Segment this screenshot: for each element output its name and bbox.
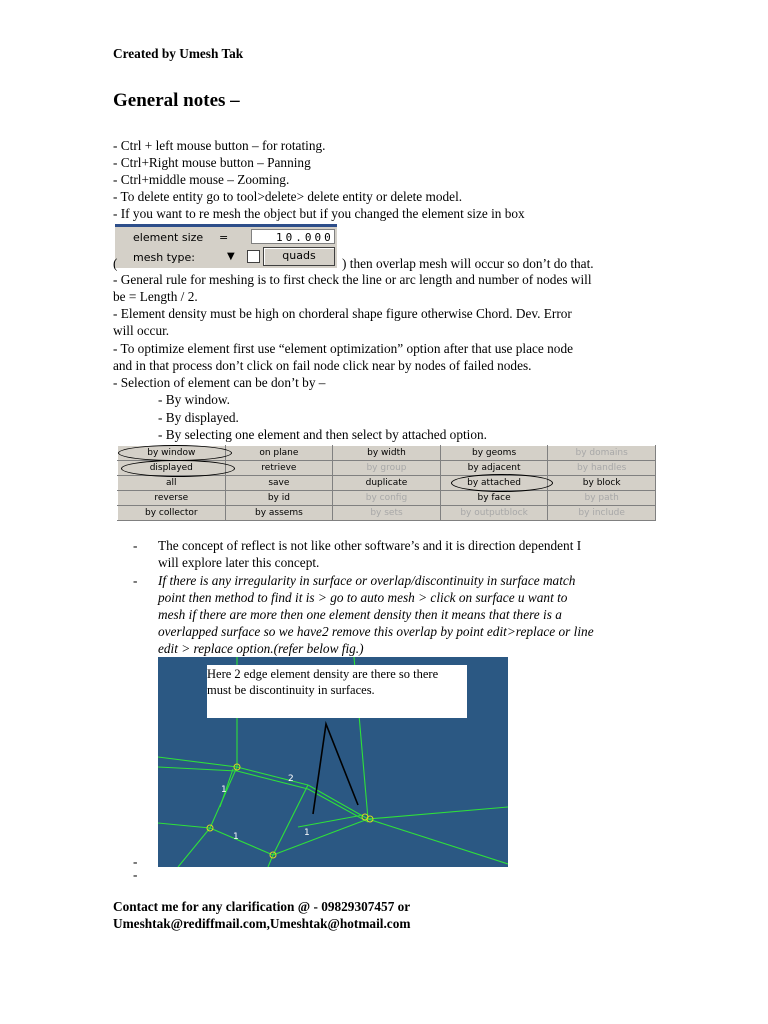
note-line: will occur. xyxy=(113,323,170,338)
by-include-button[interactable]: by include xyxy=(548,506,656,521)
bullet-dash: - xyxy=(133,573,138,588)
note-line: - Ctrl+Right mouse button – Panning xyxy=(113,155,311,170)
empty-bullet: - xyxy=(133,867,138,882)
by-path-button[interactable]: by path xyxy=(548,491,656,506)
empty-bullet: - xyxy=(133,854,138,869)
by-group-button[interactable]: by group xyxy=(333,461,441,476)
highlight-oval xyxy=(451,474,553,492)
bullet-dash: - xyxy=(133,538,138,553)
density-label: 1 xyxy=(221,785,227,795)
table-row xyxy=(118,506,656,521)
by-domains-button[interactable]: by domains xyxy=(548,446,656,461)
element-size-input[interactable]: 10.000 xyxy=(251,229,335,244)
by-width-button[interactable]: by width xyxy=(333,446,441,461)
mesh-type-label: mesh type: xyxy=(133,251,195,264)
selection-method: - By window. xyxy=(158,392,230,407)
irregularity-note-line: mesh if there are more then one element density then it means that there is a xyxy=(158,607,562,622)
contact-line: Umeshtak@rediffmail.com,Umeshtak@hotmail.com xyxy=(113,916,411,931)
figure-annotation xyxy=(207,665,467,718)
table-row xyxy=(118,476,656,491)
density-label: 1 xyxy=(304,828,310,838)
mesh-type-checkbox[interactable] xyxy=(247,250,260,263)
by-face-button[interactable]: by face xyxy=(440,491,548,506)
by-assems-button[interactable]: by assems xyxy=(225,506,333,521)
highlight-oval xyxy=(118,445,232,461)
note-line: - Ctrl + left mouse button – for rotating. xyxy=(113,138,326,153)
highlight-oval xyxy=(121,460,235,477)
by-handles-button[interactable]: by handles xyxy=(548,461,656,476)
table-row xyxy=(118,491,656,506)
author-header: Created by Umesh Tak xyxy=(113,46,244,61)
irregularity-note-line: point then method to find it is > go to auto mesh > click on surface u want to xyxy=(158,590,568,605)
by-config-button[interactable]: by config xyxy=(333,491,441,506)
irregularity-note-line: If there is any irregularity in surface or overlap/discontinuity in surface match xyxy=(158,573,576,588)
reflect-note-line: The concept of reflect is not like other software’s and it is direction dependent I xyxy=(158,538,582,553)
element-size-label: element size xyxy=(133,231,204,244)
note-line: - General rule for meshing is to first check the line or arc length and number of nodes will xyxy=(113,272,592,287)
open-paren: ( xyxy=(113,256,118,271)
mesh-type-button[interactable]: quads xyxy=(263,247,335,266)
displayed-button[interactable]: displayed xyxy=(118,461,226,476)
by-attached-button[interactable]: by attached xyxy=(440,476,548,491)
density-label: 1 xyxy=(233,832,239,842)
by-sets-button[interactable]: by sets xyxy=(333,506,441,521)
all-button[interactable]: all xyxy=(118,476,226,491)
by-block-button[interactable]: by block xyxy=(548,476,656,491)
overlap-warning: ) then overlap mesh will occur so don’t do that. xyxy=(342,256,594,271)
save-button[interactable]: save xyxy=(225,476,333,491)
by-outputblock-button[interactable]: by outputblock xyxy=(440,506,548,521)
irregularity-note-line: overlapped surface so we have2 remove this overlap by point edit>replace or line xyxy=(158,624,594,639)
note-line: - To delete entity go to tool>delete> delete entity or delete model. xyxy=(113,189,463,204)
contact-line: Contact me for any clarification @ - 09829307457 or xyxy=(113,899,411,914)
by-adjacent-button[interactable]: by adjacent xyxy=(440,461,548,476)
note-line: be = Length / 2. xyxy=(113,289,198,304)
note-line: - Selection of element can be don’t by – xyxy=(113,375,326,390)
density-label: 2 xyxy=(288,774,294,784)
panel-title-bar xyxy=(115,224,337,227)
note-line: - Ctrl+middle mouse – Zooming. xyxy=(113,172,290,187)
note-line: - To optimize element first use “element optimization” option after that use place node xyxy=(113,341,573,356)
dropdown-arrow-icon[interactable]: ▼ xyxy=(227,251,235,262)
reflect-note-line: will explore later this concept. xyxy=(158,555,320,570)
note-line: - If you want to re mesh the object but if you changed the element size in box xyxy=(113,206,525,221)
duplicate-button[interactable]: duplicate xyxy=(333,476,441,491)
retrieve-button[interactable]: retrieve xyxy=(225,461,333,476)
by-window-button[interactable]: by window xyxy=(118,446,226,461)
element-size-panel xyxy=(115,224,337,268)
selection-method: - By selecting one element and then select by attached option. xyxy=(158,427,487,442)
by-id-button[interactable]: by id xyxy=(225,491,333,506)
irregularity-note-line: edit > replace option.(refer below fig.) xyxy=(158,641,364,656)
by-collector-button[interactable]: by collector xyxy=(118,506,226,521)
selection-method: - By displayed. xyxy=(158,410,239,425)
reverse-button[interactable]: reverse xyxy=(118,491,226,506)
equals-sign: = xyxy=(219,231,229,244)
on-plane-button[interactable]: on plane xyxy=(225,446,333,461)
annotation-line: must be discontinuity in surfaces. xyxy=(207,683,375,697)
note-line: and in that process don’t click on fail node click near by nodes of failed nodes. xyxy=(113,358,532,373)
note-line: - Element density must be high on chorderal shape figure otherwise Chord. Dev. Error xyxy=(113,306,572,321)
annotation-line: Here 2 edge element density are there so there xyxy=(207,667,439,681)
page-title: General notes – xyxy=(113,90,240,111)
by-geoms-button[interactable]: by geoms xyxy=(440,446,548,461)
